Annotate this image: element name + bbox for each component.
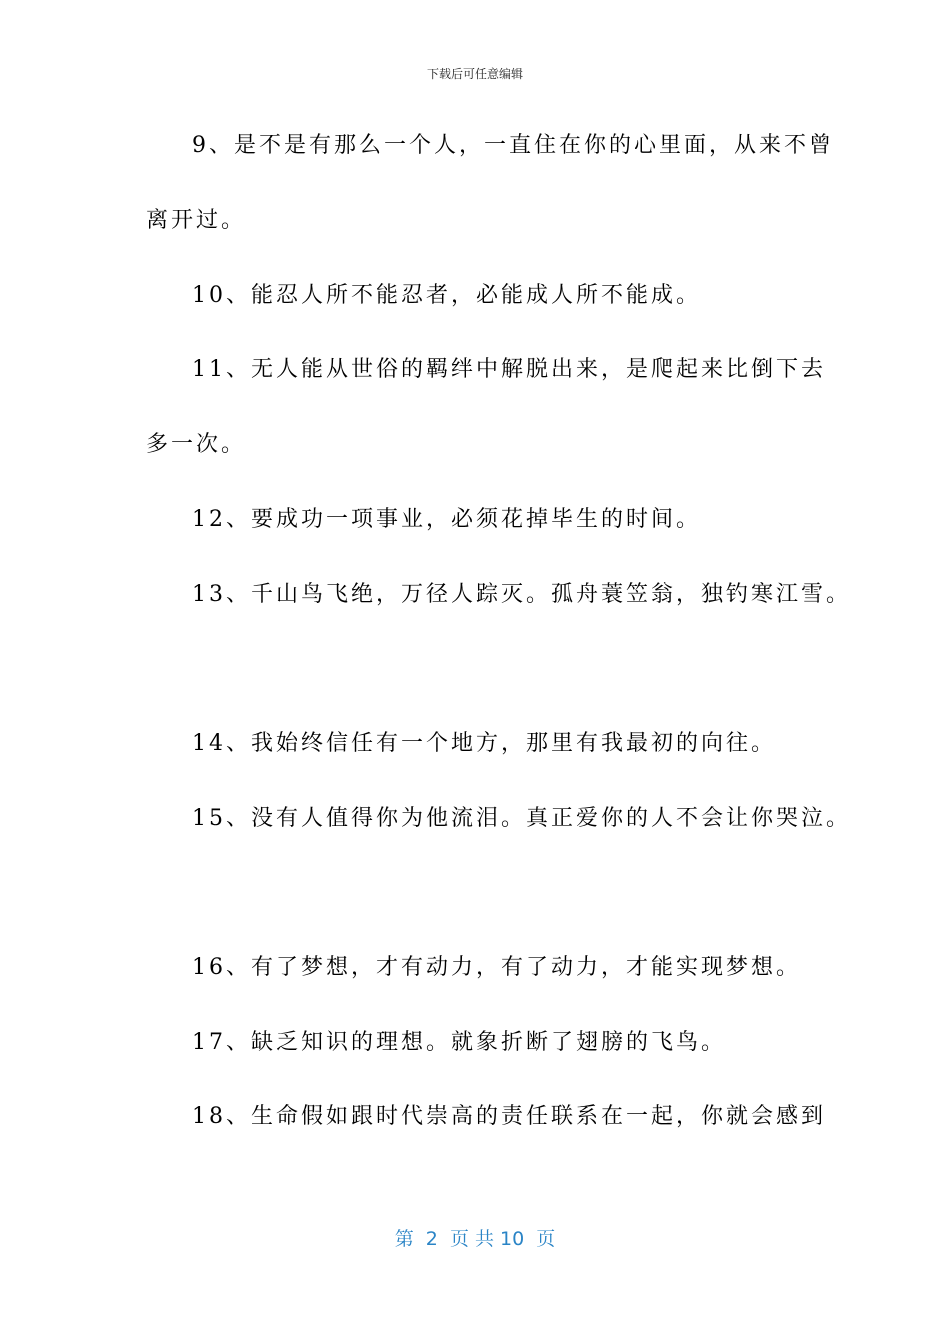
text-line: 离开过。 — [146, 208, 247, 233]
text-line: 14、我始终信任有一个地方，那里有我最初的向往。 — [192, 731, 776, 756]
text-line: 10、能忍人所不能忍者，必能成人所不能成。 — [192, 283, 701, 308]
text-line: 17、缺乏知识的理想。就象折断了翅膀的飞鸟。 — [192, 1030, 726, 1055]
text-line: 13、千山鸟飞绝，万径人踪灭。孤舟蓑笠翁，独钓寒江雪。 — [192, 582, 851, 607]
text-line: 16、有了梦想，才有动力，有了动力，才能实现梦想。 — [192, 955, 801, 980]
text-line: 18、生命假如跟时代崇高的责任联系在一起，你就会感到 — [192, 1104, 826, 1129]
text-line: 9、是不是有那么一个人，一直住在你的心里面，从来不曾 — [192, 133, 834, 158]
text-line: 15、没有人值得你为他流泪。真正爱你的人不会让你哭泣。 — [192, 806, 851, 831]
page-header: 下载后可任意编辑 — [426, 67, 523, 81]
text-line: 11、无人能从世俗的羁绊中解脱出来，是爬起来比倒下去 — [192, 357, 826, 382]
text-line: 12、要成功一项事业，必须花掉毕生的时间。 — [192, 507, 701, 532]
text-line: 多一次。 — [146, 432, 247, 457]
page-number-footer: 第 2 页 共 10 页 — [394, 1228, 556, 1250]
